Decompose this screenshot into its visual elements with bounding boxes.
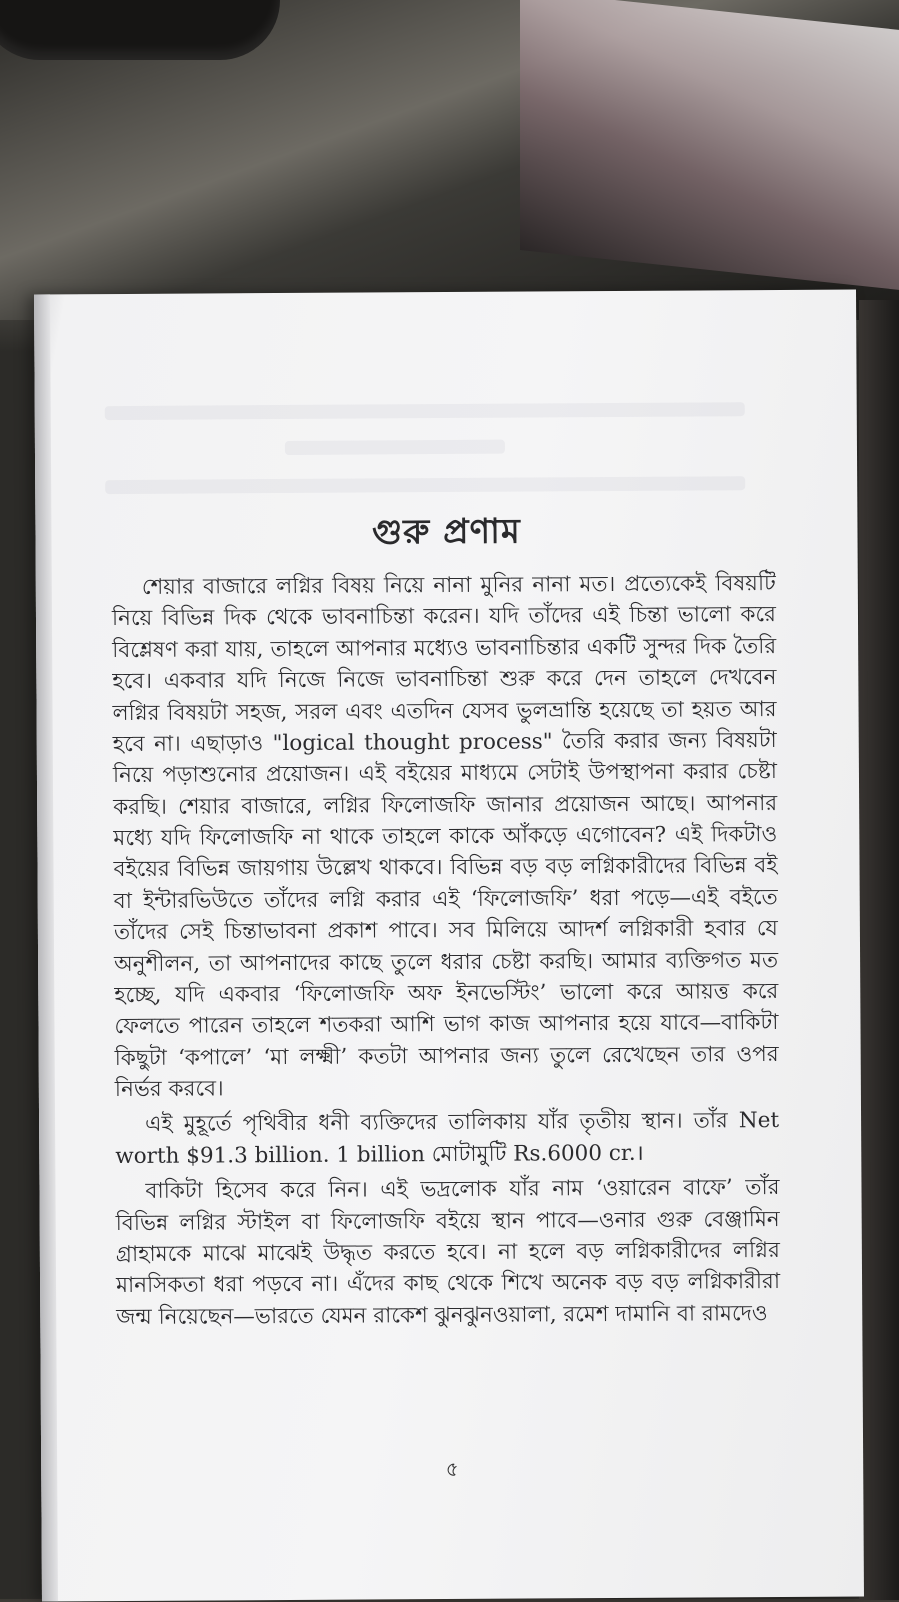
background-cable bbox=[0, 0, 280, 60]
paragraph: এই মুহূর্তে পৃথিবীর ধনী ব্যক্তিদের তালিকায় যাঁর তৃতীয় স্থান। তাঁর Net worth $91.3 billion. 1 billion মোটামুটি Rs.6000 cr.। bbox=[115, 1108, 780, 1169]
page-gutter bbox=[34, 294, 58, 1601]
background-book bbox=[520, 0, 899, 290]
paragraph: বাকিটা হিসেব করে নিন। এই ভদ্রলোক যাঁর নাম ‘ওয়ারেন বাফে’ তাঁর বিভিন্ন লগ্নির স্টাইল বা ফিলোজফি বইয়ে স্থান পাবে—ওনার গুরু বেঞ্জামিন গ্রাহামকে মাঝে মাঝেই উদ্ধৃত করতে হবে। না হলে বড় লগ্নিকারীদের লগ্নির মানসিকতা ধরা পড়বে না। এঁদের কাছ থেকে শিখে অনেক বড় বড় লগ্নিকারীরা জন্ম নিয়েছেন—ভারতে যেমন রাকেশ ঝুনঝুনওয়ালা, রমেশ দামানি বা রামদেও bbox=[115, 1175, 781, 1330]
bleed-through-line bbox=[285, 440, 505, 455]
background-edge bbox=[859, 300, 899, 1600]
bleed-through-line bbox=[105, 476, 745, 494]
body-text bbox=[112, 568, 781, 1337]
book-page bbox=[34, 290, 864, 1602]
page-title: গুরু প্রণাম bbox=[371, 511, 521, 553]
paragraph: শেয়ার বাজারে লগ্নির বিষয় নিয়ে নানা মুনির নানা মত। প্রত্যেকেই বিষয়টি নিয়ে বিভিন্ন দিক থেকে ভাবনাচিন্তা করেন। যদি তাঁদের এই চিন্তা ভালো করে বিশ্লেষণ করা যায়, তাহলে আপনার মধ্যেও ভাবনাচিন্তার একটি সুন্দর দিক তৈরি হবে। একবার যদি নিজে নিজে ভাবনাচিন্তা শুরু করে দেন তাহলে দেখবেন লগ্নির বিষয়টা সহজ, সরল এবং এতদিন যেসব ভুলভ্রান্তি হয়েছে তা হয়ত আর হবে না। এছাড়াও "logical thought process" তৈরি করার জন্য বিষয়টা নিয়ে পড়াশুনোর প্রয়োজন। এই বইয়ের মাধ্যমে সেটাই উপস্থাপনা করার চেষ্টা করছি। শেয়ার বাজারে, লগ্নির ফিলোজফি জানার প্রয়োজন আছে। আপনার মধ্যে যদি ফিলোজফি না থাকে তাহলে কাকে আঁকড়ে এগোবেন? এই দিকটাও বইয়ের বিভিন্ন জায়গায় উল্লেখ থাকবে। বিভিন্ন বড় বড় লগ্নিকারীদের বিভিন্ন বই বা ইন্টারভিউতে তাঁদের লগ্নি করার এই ‘ফিলোজফি’ ধরা পড়ে—এই বইতে তাঁদের সেই চিন্তাভাবনা প্রকাশ পাবে। সব মিলিয়ে আদর্শ লগ্নিকারী হবার যে অনুশীলন, তা আপনাদের কাছে তুলে ধরার চেষ্টা করছি। আমার ব্যক্তিগত মত হচ্ছে, যদি একবার ‘ফিলোজফি অফ ইনভেস্টিং’ ভালো করে আয়ত্ত করে ফেলতে পারেন তাহলে শতকরা আশি ভাগ কাজ আপনার হয়ে যাবে—বাকিটা কিছুটা ‘কপালে’ ‘মা লক্ষ্মী’ কতটা আপনার জন্য তুলে রেখেছেন তার ওপর নির্ভর করবে। bbox=[111, 570, 779, 1103]
bleed-through-line bbox=[105, 402, 745, 420]
page-number: ৫ bbox=[445, 1456, 459, 1482]
